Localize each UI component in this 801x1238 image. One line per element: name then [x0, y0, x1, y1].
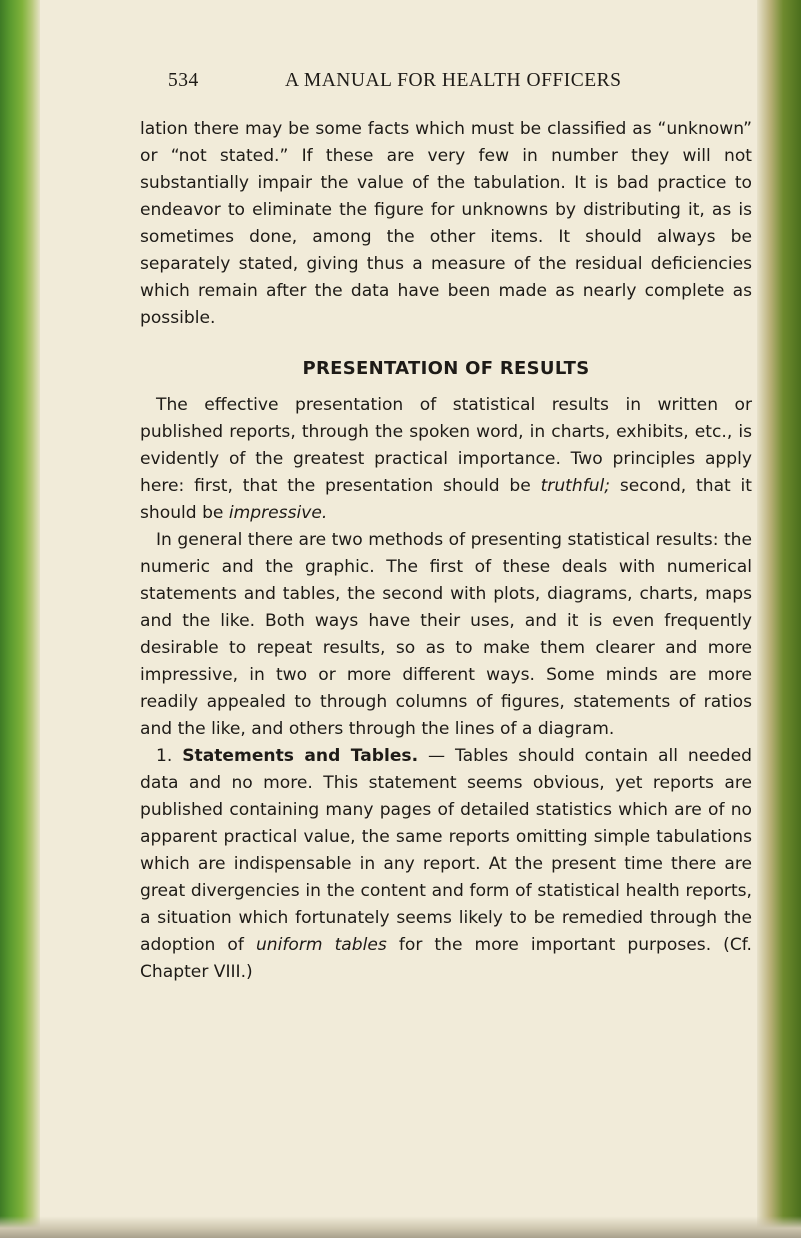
- book-edge-right: [757, 0, 801, 1238]
- book-spine-left: [0, 0, 40, 1238]
- paragraph-title: Statements and Tables.: [182, 746, 419, 766]
- emphasis-impressive: impressive.: [228, 503, 328, 523]
- running-head: A MANUAL FOR HEALTH OFFICERS: [285, 70, 622, 91]
- page-header: [140, 70, 752, 102]
- paragraph-principles: [140, 392, 752, 527]
- book-page: [140, 70, 752, 986]
- paragraph-statements-tables: [140, 743, 752, 986]
- paragraph-text: The effective presentation of statistical results in written or published reports, through the spoken word, in charts, exhibits, etc., is evidently of the greatest practical importance. Two principles apply here: first, that the presentation should be: [140, 395, 752, 496]
- emphasis-truthful: truthful;: [540, 476, 611, 496]
- section-heading: PRESENTATION OF RESULTS: [302, 358, 590, 379]
- page-number: 534: [168, 70, 199, 91]
- emphasis-uniform-tables: uniform tables: [255, 935, 387, 955]
- paragraph-text: second, that it should be: [140, 476, 752, 523]
- paragraph-text: for the more important purposes. (Cf. Chapter VIII.): [140, 935, 752, 982]
- paragraph-continuation: lation there may be some facts which must be classified as “unknown” or “not stated.” If these are very few in number they will not substantially impair the value of the tabulation. It is bad practice to endeavor to eliminate the figure for unknowns by distributing it, as is sometimes done, among the other items. It should always be separately stated, giving thus a measure of the residual deficiencies which remain after the data have been made as nearly complete as possible.: [140, 119, 752, 328]
- paragraph-methods: In general there are two methods of presenting statistical results: the numeric and the graphic. The first of these deals with numerical statements and tables, the second with plots, diagrams, charts, maps and the like. Both ways have their uses, and it is even frequently desirable to repeat results, so as to make them clearer and more impressive, in two or more different ways. Some minds are more readily appealed to through columns of figures, statements of ratios and the like, and others through the lines of a diagram.: [140, 530, 752, 739]
- page-body: [140, 116, 752, 986]
- page-bottom-shadow: [0, 1216, 801, 1238]
- paragraph-text: — Tables should contain all needed data and no more. This statement seems obvious, yet reports are published containing many pages of detailed statistics which are of no apparent practical value, the same reports omitting simple tabulations which are indispensable in any report. At the present time there are great divergencies in the content and form of statistical health reports, a situation which fortunately seems likely to be remedied through the adoption of: [140, 746, 752, 955]
- item-number: 1.: [156, 746, 173, 766]
